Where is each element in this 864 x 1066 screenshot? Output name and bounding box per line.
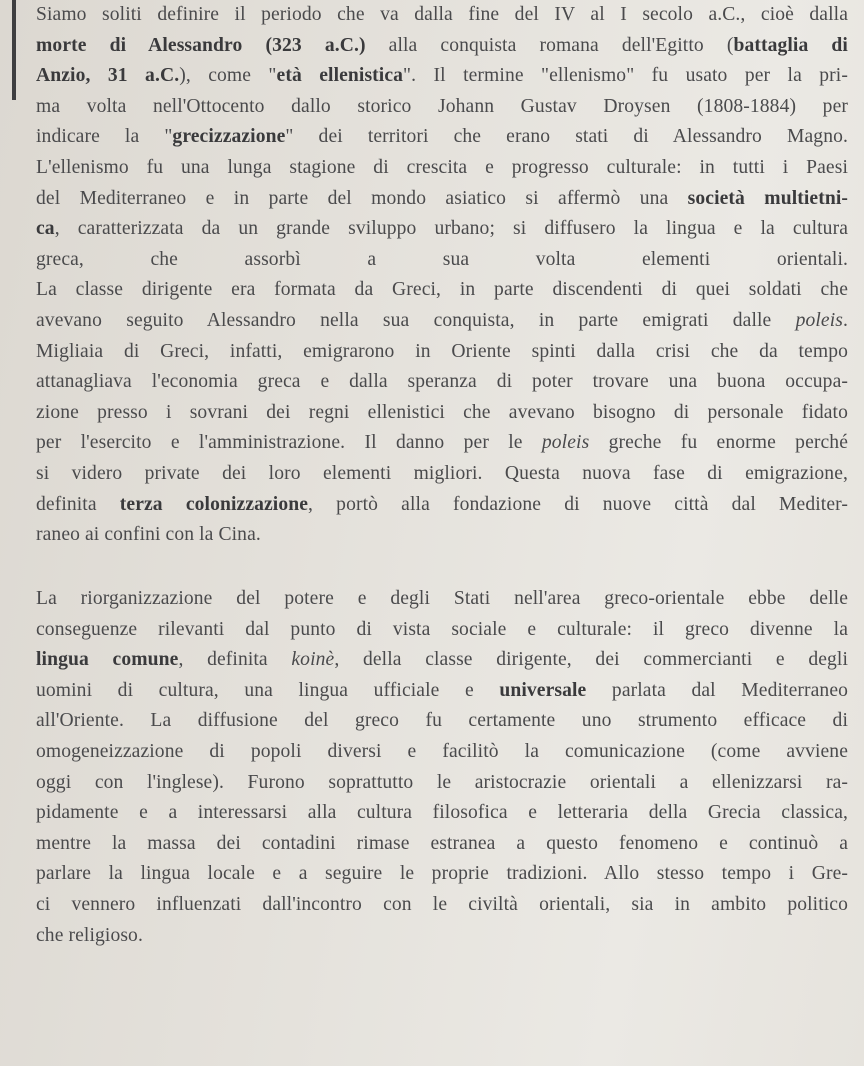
text-run: ci vennero influenzati dall'incontro con le civiltà orientali, sia in ambito politico — [36, 893, 848, 915]
text-line — [36, 398, 848, 429]
text-run: Siamo soliti definire il periodo che va dalla fine del IV al I secolo a.C., cioè dalla — [36, 4, 848, 25]
italic-term: poleis — [541, 432, 590, 454]
italic-term: poleis — [795, 309, 843, 331]
paragraph-ellenismo-intro — [36, 0, 848, 551]
text-run: greca, che assorbì a sua volta elementi orientali. — [36, 248, 848, 270]
text-line — [36, 615, 848, 646]
text-line — [36, 676, 848, 707]
text-run: zione presso i sovrani dei regni ellenistici che avevano bisogno di personale fidato — [36, 401, 848, 423]
bold-term: età ellenistica — [276, 65, 404, 87]
text-line — [36, 275, 848, 306]
bold-term: grecizzazione — [172, 126, 286, 148]
text-line — [36, 245, 848, 276]
text-line — [36, 890, 848, 921]
bold-term: terza colonizzazione — [119, 493, 309, 515]
text-run: uomini di cultura, una lingua ufficiale e — [36, 679, 500, 701]
text-line — [36, 490, 848, 521]
text-line — [36, 798, 848, 829]
text-line — [36, 737, 848, 768]
text-line — [36, 122, 848, 153]
text-run: si videro private dei loro elementi migliori. Questa nuova fase di emigrazione, — [36, 462, 848, 484]
bold-term: Anzio, 31 a.C. — [36, 65, 180, 87]
text-run: parlata dal Mediterraneo — [586, 679, 848, 701]
italic-term: koinè — [291, 649, 335, 671]
text-line — [36, 306, 848, 337]
text-line — [36, 428, 848, 459]
text-run: parlare la lingua locale e a seguire le proprie tradizioni. Allo stesso tempo i Gre- — [36, 863, 848, 885]
text-run: del Mediterraneo e in parte del mondo asiatico si affermò una — [36, 187, 688, 209]
text-run: all'Oriente. La diffusione del greco fu certamente uno strumento efficace di — [36, 710, 848, 732]
text-run: . — [843, 309, 848, 331]
bold-term: battaglia di — [733, 34, 848, 56]
text-line — [36, 31, 848, 62]
text-run: Migliaia di Greci, infatti, emigrarono in Oriente spinti dalla crisi che da tempo — [36, 340, 848, 362]
text-line — [36, 645, 848, 676]
text-run: , caratterizzata da un grande sviluppo urbano; si diffusero la lingua e la cultura — [54, 218, 848, 240]
text-run: L'ellenismo fu una lunga stagione di crescita e progresso culturale: in tutti i Paesi — [36, 156, 848, 178]
text-line — [36, 768, 848, 799]
text-line — [36, 706, 848, 737]
text-run: alla conquista romana dell'Egitto ( — [365, 34, 734, 56]
text-line — [36, 153, 848, 184]
text-run: ), come " — [179, 65, 277, 87]
text-run: ". Il termine "ellenismo" fu usato per la pri- — [403, 65, 848, 87]
margin-rule — [12, 0, 16, 100]
text-run: La riorganizzazione del potere e degli Stati nell'area greco-orientale ebbe delle — [36, 588, 848, 609]
text-run: definita — [36, 493, 120, 515]
text-run: pidamente e a interessarsi alla cultura filosofica e letteraria della Grecia classica, — [36, 802, 848, 824]
text-run: , della classe dirigente, dei commercianti e degli — [334, 649, 848, 671]
bold-term: società multietni- — [687, 187, 848, 209]
text-run: " dei territori che erano stati di Alessandro Magno. — [285, 126, 848, 148]
text-run: conseguenze rilevanti dal punto di vista sociale e culturale: il greco divenne la — [36, 618, 848, 640]
text-run: avevano seguito Alessandro nella sua conquista, in parte emigrati dalle — [36, 309, 796, 331]
text-line — [36, 214, 848, 245]
text-run: mentre la massa dei contadini rimase estranea a questo fenomeno e continuò a — [36, 832, 848, 854]
text-run: attanagliava l'economia greca e dalla speranza di poter trovare una buona occupa- — [36, 371, 848, 393]
text-line — [36, 584, 848, 615]
text-line — [36, 367, 848, 398]
text-line — [36, 459, 848, 490]
text-line — [36, 61, 848, 92]
text-line — [36, 184, 848, 215]
text-run: oggi con l'inglese). Furono soprattutto le aristocrazie orientali a ellenizzarsi ra- — [36, 771, 848, 793]
text-run: omogeneizzazione di popoli diversi e facilitò la comunicazione (come avviene — [36, 740, 848, 762]
bold-term: ca — [36, 218, 55, 240]
text-run: La classe dirigente era formata da Greci, in parte discendenti di quei soldati che — [36, 279, 848, 301]
bold-term: morte di Alessandro (323 a.C.) — [36, 34, 366, 56]
text-run: che religioso. — [36, 924, 143, 946]
bold-term: universale — [499, 679, 587, 701]
text-line — [36, 520, 848, 551]
text-line — [36, 829, 848, 860]
text-line — [36, 921, 848, 952]
text-run: indicare la " — [36, 126, 173, 148]
paragraph-lingua-comune — [36, 584, 848, 951]
text-line — [36, 0, 848, 31]
text-run: , definita — [178, 649, 292, 671]
text-run: per l'esercito e l'amministrazione. Il danno per le — [36, 432, 542, 454]
text-line — [36, 92, 848, 123]
bold-term: lingua comune — [36, 649, 179, 671]
text-run: greche fu enorme perché — [589, 432, 848, 454]
text-run: ma volta nell'Ottocento dallo storico Johann Gustav Droysen (1808-1884) per — [36, 95, 848, 117]
text-line — [36, 337, 848, 368]
text-line — [36, 859, 848, 890]
text-run: , portò alla fondazione di nuove città dal Mediter- — [308, 493, 848, 515]
text-run: raneo ai confini con la Cina. — [36, 524, 261, 546]
